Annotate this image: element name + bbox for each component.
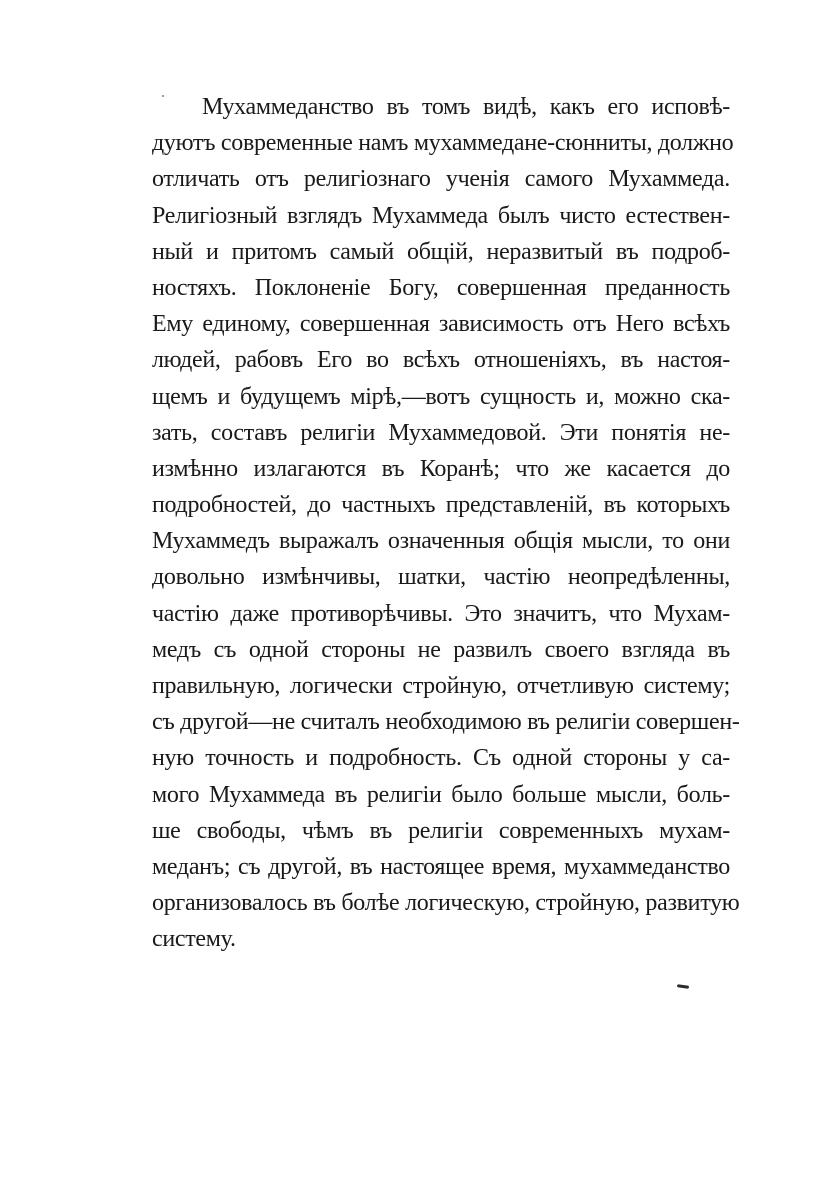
text-line: довольно измѣнчивы, шатки, частію неопредѣленны, [152,564,730,591]
text-line: съ другой—не считалъ необходимою въ религіи совершен- [152,709,740,736]
text-line: ностяхъ. Поклоненіе Богу, совершенная преданность [152,274,730,301]
text-line: щемъ и будущемъ мірѣ,—вотъ сущность и, можно ска- [152,383,730,410]
text-line: правильную, логически стройную, отчетливую систему; [152,673,730,699]
text-line: частію даже противорѣчивы. Это значитъ, что Мухам- [152,600,730,627]
text-line: Мухаммедъ выражалъ означенныя общія мысли, то они [152,528,730,555]
text-line: ный и притомъ самый общій, неразвитый въ подроб- [152,238,730,265]
text-line: подробностей, до частныхъ представленій, въ которыхъ [152,492,730,519]
text-line: отличать отъ религіознаго ученія самого Мухаммеда. [152,166,730,193]
text-line: мого Мухаммеда въ религіи было больше мысли, боль- [152,781,730,808]
ink-mark [677,984,689,989]
text-line: измѣнно излагаются въ Коранѣ; что же касается до [152,455,730,482]
text-line: систему. [152,926,236,953]
text-line: меданъ; съ другой, въ настоящее время, мухаммеданство [152,853,730,880]
text-line: зать, составъ религіи Мухаммедовой. Эти понятія не- [152,419,730,446]
text-line: Ему единому, совершенная зависимость отъ Него всѣхъ [152,311,730,338]
text-line: ше свободы, чѣмъ въ религіи современныхъ мухам- [152,817,730,844]
text-line: ную точность и подробность. Съ одной стороны у са- [152,745,730,772]
body-paragraph [152,89,740,958]
text-line: Религіозный взглядъ Мухаммеда былъ чисто естествен- [152,202,730,229]
text-line: дуютъ современные намъ мухаммедане-сюнниты, должно [152,130,734,157]
text-line: медъ съ одной стороны не развилъ своего взгляда въ [152,636,730,663]
text-line: Мухаммеданство въ томъ видѣ, какъ его исповѣ- [202,94,730,120]
text-line: людей, рабовъ Его во всѣхъ отношеніяхъ, въ настоя- [152,347,730,374]
text-line: организовалось въ болѣе логическую, стройную, развитую [152,890,740,917]
